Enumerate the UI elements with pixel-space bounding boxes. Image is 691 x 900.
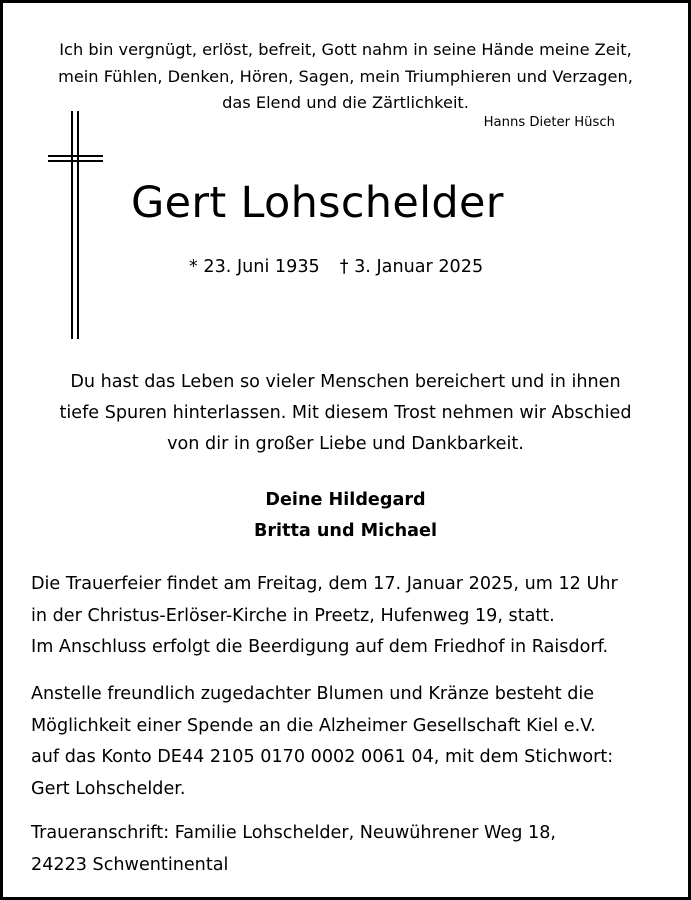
cross-horizontal-line bbox=[48, 160, 103, 162]
poem-line: das Elend und die Zärtlichkeit. bbox=[222, 93, 469, 112]
tribute-line: Du hast das Leben so vieler Menschen bereichert und in ihnen bbox=[70, 372, 621, 392]
address-line: Traueranschrift: Familie Lohschelder, Neuwührener Weg 18, bbox=[31, 823, 556, 843]
donation-line: Gert Lohschelder. bbox=[31, 778, 186, 799]
cross-horizontal-line bbox=[48, 155, 103, 157]
donation-line: auf das Konto DE44 2105 0170 0002 0061 04, mit dem Stichwort: bbox=[31, 747, 614, 767]
funeral-line: in der Christus-Erlöser-Kirche in Preetz, Hufenweg 19, statt. bbox=[31, 605, 555, 626]
poem-line: mein Fühlen, Denken, Hören, Sagen, mein Triumphieren und Verzagen, bbox=[58, 66, 633, 86]
death-date: † 3. Januar 2025 bbox=[339, 257, 484, 277]
mourner-name: Deine Hildegard bbox=[265, 490, 426, 510]
mourners bbox=[3, 485, 688, 547]
donation-info bbox=[31, 679, 613, 805]
funeral-line: Im Anschluss erfolgt die Beerdigung auf dem Friedhof in Raisdorf. bbox=[31, 637, 609, 657]
birth-date: * 23. Juni 1935 bbox=[189, 257, 320, 277]
tribute-text bbox=[3, 367, 688, 460]
funeral-info bbox=[31, 569, 618, 664]
poem bbox=[3, 37, 688, 117]
poem-author: Hanns Dieter Hüsch bbox=[483, 115, 615, 130]
cross-vertical-line bbox=[77, 111, 79, 339]
address-line: 24223 Schwentinental bbox=[31, 854, 229, 875]
poem-line: Ich bin vergnügt, erlöst, befreit, Gott nahm in seine Hände meine Zeit, bbox=[59, 40, 632, 59]
funeral-line: Die Trauerfeier findet am Freitag, dem 17. Januar 2025, um 12 Uhr bbox=[31, 574, 618, 594]
donation-line: Möglichkeit einer Spende an die Alzheimer Gesellschaft Kiel e.V. bbox=[31, 715, 596, 736]
life-dates bbox=[189, 257, 483, 277]
mourner-name: Britta und Michael bbox=[253, 521, 438, 541]
cross-vertical-line bbox=[71, 111, 73, 339]
deceased-name: Gert Lohschelder bbox=[131, 178, 504, 228]
tribute-line: tiefe Spuren hinterlassen. Mit diesem Trost nehmen wir Abschied bbox=[59, 403, 632, 423]
donation-line: Anstelle freundlich zugedachter Blumen und Kränze besteht die bbox=[31, 684, 595, 704]
tribute-line: von dir in großer Liebe und Dankbarkeit. bbox=[167, 434, 524, 454]
mourning-address bbox=[31, 818, 556, 881]
